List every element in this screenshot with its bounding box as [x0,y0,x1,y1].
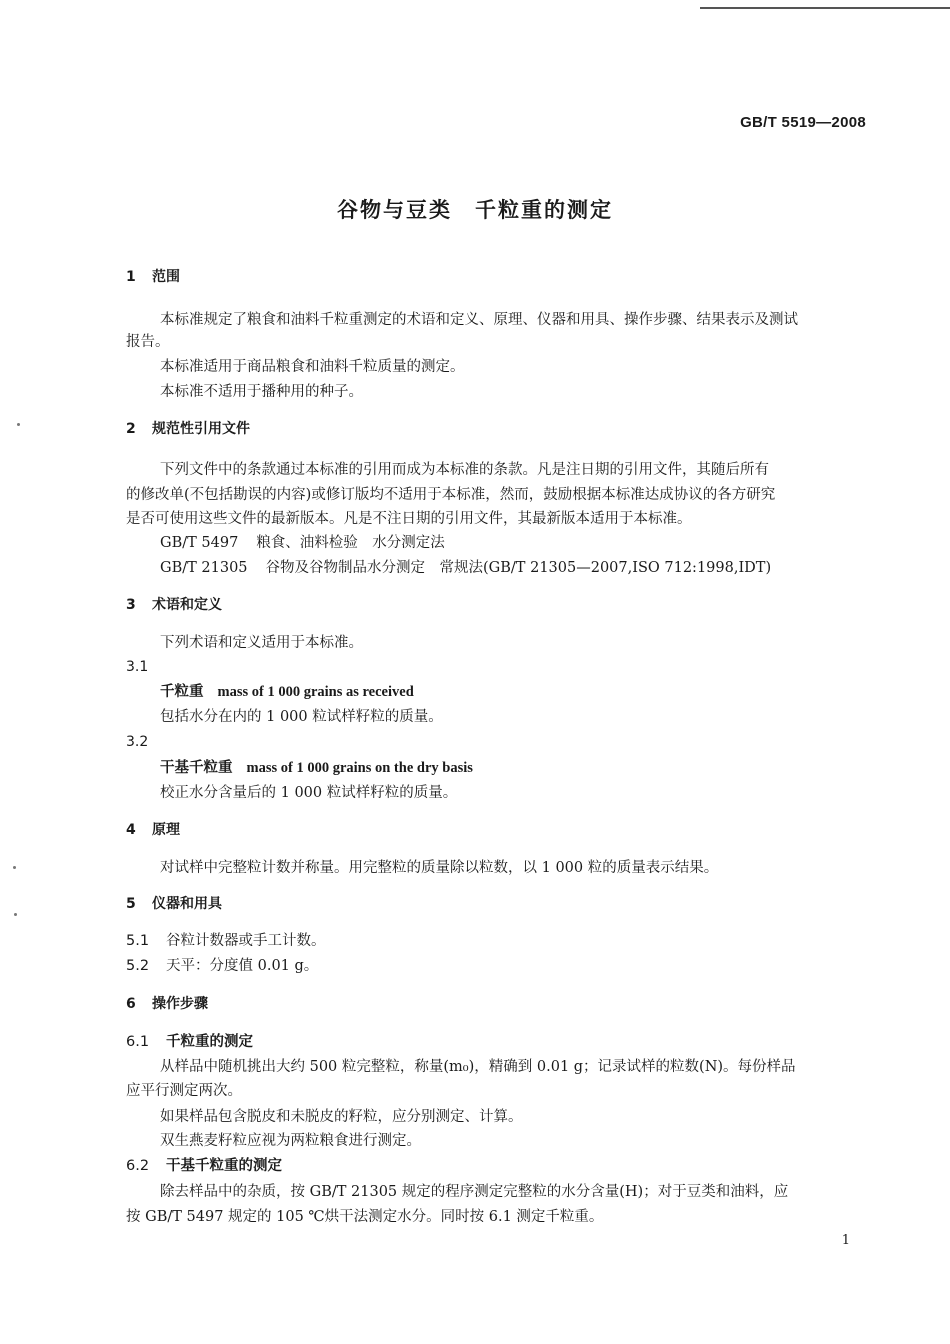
item-text: 谷粒计数器或手工计数。 [166,933,326,949]
section-2-heading [126,418,250,440]
paragraph: 本标准不适用于播种用的种子。 [160,384,363,400]
section-3-heading [126,594,222,616]
paragraph-line: 报告。 [126,334,170,350]
reference-code: GB/T 5497 [160,535,239,551]
section-4-heading [126,819,180,841]
reference-code: GB/T 21305 [160,560,248,576]
subsection-title: 干基千粒重的测定 [166,1158,282,1174]
section-number: 5 [126,896,136,912]
term-chinese: 干基千粒重 [160,759,233,776]
top-rule [700,7,950,9]
paragraph-line: 按 GB/T 5497 规定的 105 ℃烘干法测定水分。同时按 6.1 测定千粒重。 [126,1209,604,1225]
item-number: 5.1 [126,933,150,949]
page-title: 谷物与豆类 千粒重的测定 [337,198,613,222]
term-definition: 校正水分含量后的 1 000 粒试样籽粒的质量。 [160,785,458,801]
reference-item [160,557,771,579]
term-definition: 包括水分在内的 1 000 粒试样籽粒的质量。 [160,709,443,725]
paragraph: 下列术语和定义适用于本标准。 [160,635,363,651]
subsection-title: 千粒重的测定 [166,1034,253,1050]
section-1-heading [126,266,180,288]
subsection-heading [126,1031,253,1053]
term-chinese: 千粒重 [160,683,204,700]
term-english: mass of 1 000 grains on the dry basis [246,760,473,776]
section-title: 规范性引用文件 [152,421,250,437]
section-title: 范围 [152,269,180,285]
reference-title: 谷物及谷物制品水分测定 常规法(GB/T 21305—2007,ISO 712:1998,IDT) [265,560,772,576]
instrument-item [126,955,318,977]
standard-code: GB/T 5519—2008 [740,114,866,131]
section-title: 操作步骤 [152,996,208,1012]
scan-speck [17,423,20,426]
scan-speck [13,866,16,869]
term-heading [160,757,473,779]
paragraph-line: 的修改单(不包括勘误的内容)或修订版均不适用于本标准，然而，鼓励根据本标准达成协议的各方研究 [126,487,776,503]
paragraph-line: 从样品中随机挑出大约 500 粒完整粒，称量(m₀)，精确到 0.01 g；记录试样的粒数(N)。每份样品 [160,1059,796,1075]
term-english: mass of 1 000 grains as received [217,684,414,700]
section-title: 术语和定义 [152,597,222,613]
paragraph: 如果样品包含脱皮和未脱皮的籽粒，应分别测定、计算。 [160,1109,523,1125]
paragraph-line: 是否可使用这些文件的最新版本。凡是不注日期的引用文件，其最新版本适用于本标准。 [126,511,692,527]
reference-title: 粮食、油料检验 水分测定法 [256,535,445,551]
subsection-heading [126,1155,282,1177]
scan-speck [14,913,17,916]
section-number: 2 [126,421,136,437]
section-number: 1 [126,269,136,285]
section-number: 4 [126,822,136,838]
term-number: 3.2 [126,734,149,750]
paragraph-line: 除去样品中的杂质，按 GB/T 21305 规定的程序测定完整粒的水分含量(H)；对于豆类和油料，应 [160,1184,789,1200]
subsection-number: 6.1 [126,1034,150,1050]
item-text: 天平：分度值 0.01 g。 [166,958,319,974]
section-6-heading [126,993,208,1015]
section-title: 原理 [152,822,180,838]
paragraph-line: 应平行测定两次。 [126,1083,242,1099]
instrument-item [126,930,326,952]
section-title: 仪器和用具 [152,896,222,912]
section-5-heading [126,893,222,915]
paragraph-line: 下列文件中的条款通过本标准的引用而成为本标准的条款。凡是注日期的引用文件，其随后所有 [160,462,769,478]
paragraph: 本标准适用于商品粮食和油料千粒质量的测定。 [160,359,465,375]
term-heading [160,681,414,703]
paragraph: 对试样中完整粒计数并称量。用完整粒的质量除以粒数，以 1 000 粒的质量表示结果。 [160,860,719,876]
page-number: 1 [841,1233,850,1248]
section-number: 6 [126,996,136,1012]
paragraph: 双生燕麦籽粒应视为两粒粮食进行测定。 [160,1133,421,1149]
reference-item [160,532,445,554]
subsection-number: 6.2 [126,1158,150,1174]
paragraph-line: 本标准规定了粮食和油料千粒重测定的术语和定义、原理、仪器和用具、操作步骤、结果表示及测试 [160,312,798,328]
term-number: 3.1 [126,659,149,675]
section-number: 3 [126,597,136,613]
item-number: 5.2 [126,958,150,974]
